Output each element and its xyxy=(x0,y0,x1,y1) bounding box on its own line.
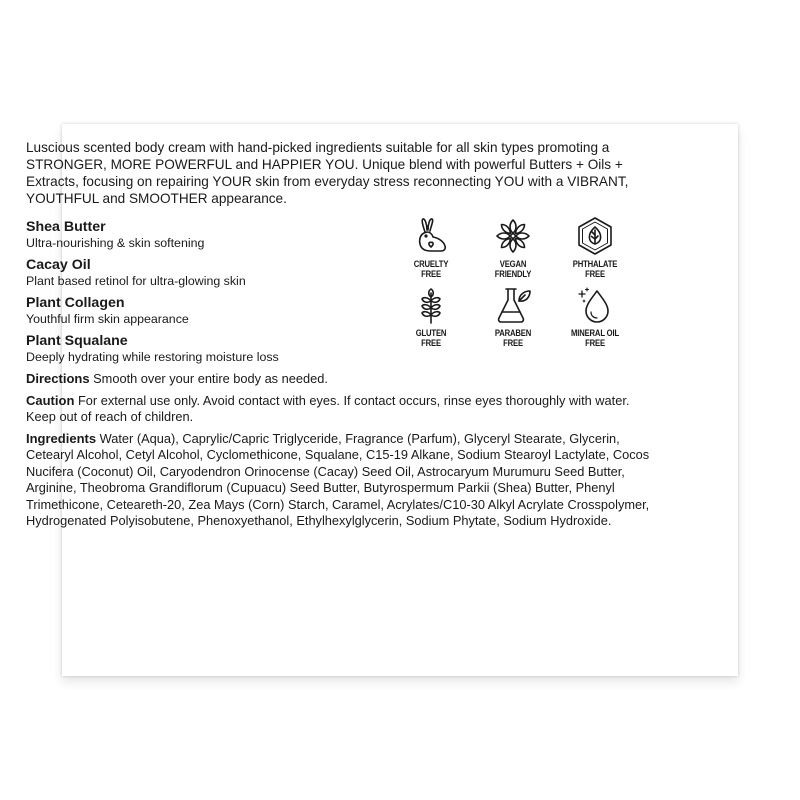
benefit-cacay-oil xyxy=(26,257,356,289)
benefit-title: Plant Collagen xyxy=(26,295,125,311)
benefits-list xyxy=(26,219,356,371)
badge-gluten-free xyxy=(390,285,472,348)
badge-label: GLUTEN FREE xyxy=(415,327,447,348)
benefit-plant-collagen xyxy=(26,295,356,327)
benefit-title: Plant Squalane xyxy=(26,333,128,349)
badge-vegan-friendly xyxy=(472,216,554,279)
badge-label: CRUELTY FREE xyxy=(413,258,449,279)
benefit-shea-butter xyxy=(26,219,356,251)
badge-mineral-oil-free xyxy=(554,285,636,348)
flower-icon xyxy=(493,216,533,256)
benefits-and-badges xyxy=(26,219,656,369)
caution-text: For external use only. Avoid contact with eyes. If contact occurs, rinse eyes thoroughly with water. Keep out of reach of children. xyxy=(26,392,630,424)
benefit-description: Youthful firm skin appearance xyxy=(26,312,189,326)
directions-text: Smooth over your entire body as needed. xyxy=(93,371,328,386)
badge-label: MINERAL OIL FREE xyxy=(570,327,620,348)
oil-drop-icon xyxy=(575,285,615,325)
benefit-title: Shea Butter xyxy=(26,219,106,235)
benefit-description: Deeply hydrating while restoring moisture loss xyxy=(26,350,279,364)
leaf-hexagon-icon xyxy=(575,216,615,256)
badge-phthalate-free xyxy=(554,216,636,279)
ingredients-paragraph xyxy=(26,431,656,530)
directions-heading: Directions xyxy=(26,371,90,386)
badge-paraben-free xyxy=(472,285,554,348)
badge-cruelty-free xyxy=(390,216,472,279)
benefit-description: Ultra-nourishing & skin softening xyxy=(26,236,205,250)
benefit-description: Plant based retinol for ultra-glowing skin xyxy=(26,274,246,288)
badge-label: VEGAN FRIENDLY xyxy=(494,258,532,279)
intro-paragraph: Luscious scented body cream with hand-picked ingredients suitable for all skin types promoting a STRONGER, MORE POWERFUL and HAPPIER YOU. Unique blend with powerful Butters + Oils + Extracts, focusing on repairing YOUR skin from everyday stress reconnecting YOU with a VIBRANT, YOUTHFUL and SMOOTHER appearance. xyxy=(26,140,629,206)
ingredients-heading: Ingredients xyxy=(26,430,97,446)
badge-label: PHTHALATE FREE xyxy=(572,258,618,279)
wheat-icon xyxy=(411,285,451,325)
label-content xyxy=(26,139,656,535)
rabbit-heart-icon xyxy=(411,216,451,256)
benefit-title: Cacay Oil xyxy=(26,257,91,273)
flask-leaf-icon xyxy=(493,285,533,325)
directions-paragraph xyxy=(26,371,656,388)
caution-heading: Caution xyxy=(26,392,75,408)
caution-paragraph xyxy=(26,393,656,426)
ingredients-text: Water (Aqua), Caprylic/Capric Triglyceride, Fragrance (Parfum), Glyceryl Stearate, Glycerin, Cetearyl Alcohol, Cetyl Alcohol, Cyclomethicone, Squalane, C15-19 Alkane, Sodium Stearoyl Lactylate, Cocos Nucifera (Coconut) Oil, Caryodendron Orinocense (Cacay) Seed Oil, Astrocaryum Murumuru Seed Butter, Arginine, Theobroma Grandiflorum (Cupuacu) Seed Butter, Butyrospermum Parkii (Shea) Butter, Phenyl Trimethicone, Ceteareth-20, Zea Mays (Corn) Starch, Caramel, Acrylates/C10-30 Alkyl Acrylate Crosspolymer, Hydrogenated Polyisobutene, Phenoxyethanol, Ethylhexylglycerin, Sodium Phytate, Sodium Hydroxide. xyxy=(26,430,650,528)
benefit-plant-squalane xyxy=(26,333,356,365)
badge-label: PARABEN FREE xyxy=(494,327,532,348)
certification-badges xyxy=(390,216,640,348)
